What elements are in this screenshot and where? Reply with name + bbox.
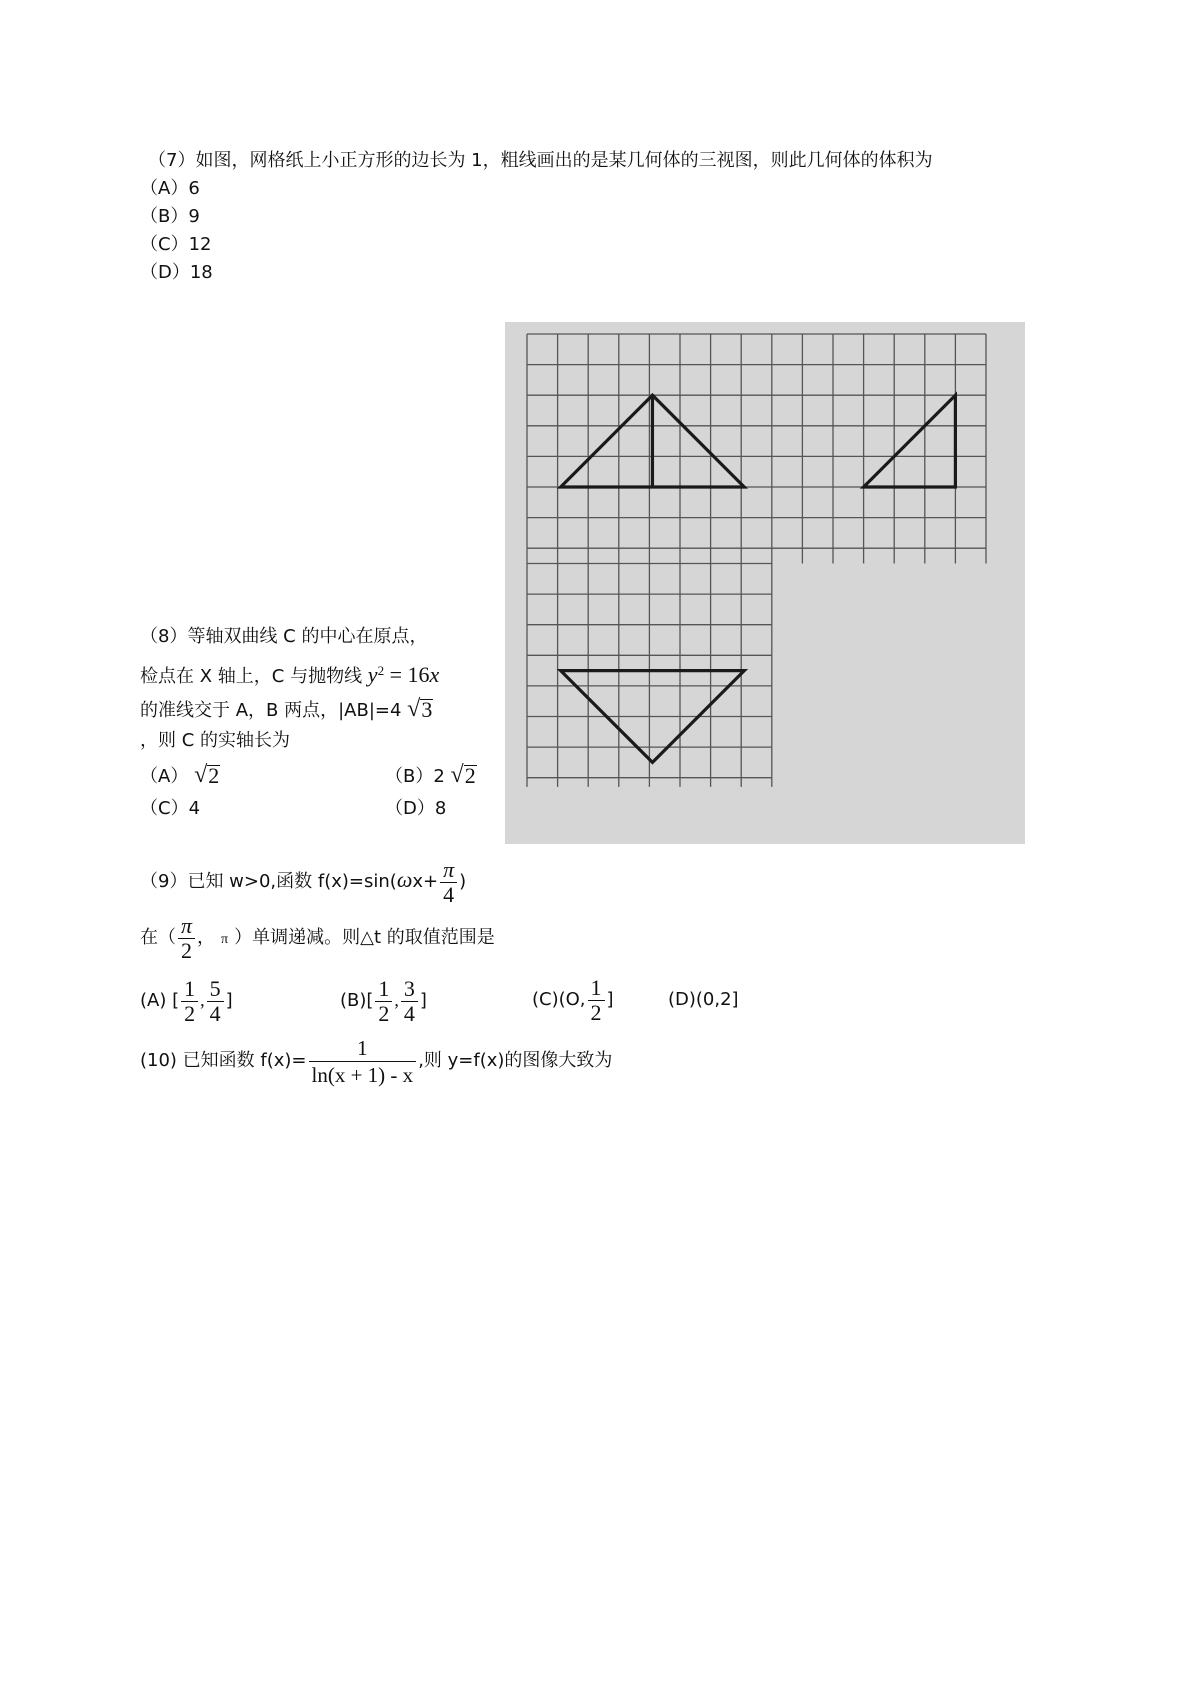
q9-frac-num: π xyxy=(443,856,455,882)
q9-option-c-d: 2 xyxy=(588,1000,605,1025)
q8-line3 xyxy=(140,698,433,722)
q8-option-a-label: （A） xyxy=(140,766,189,787)
q8-option-b-label: （B）2 xyxy=(385,766,445,787)
q9-stem-mid: x+ xyxy=(412,871,439,892)
q9-option-b-n2: 3 xyxy=(403,975,415,1001)
q9-option-c-frac xyxy=(588,976,605,1025)
q8-math-x: x xyxy=(429,662,440,687)
three-view-figure xyxy=(505,322,1025,844)
q9-option-b-frac2 xyxy=(401,977,418,1026)
q9-line2-pre: 在（ xyxy=(140,927,176,948)
q9-option-c-n: 1 xyxy=(590,974,602,1000)
q9-option-b-post: ] xyxy=(419,990,427,1011)
q10-stem xyxy=(140,1030,612,1092)
q10-frac-num: 1 xyxy=(357,1035,368,1060)
q7-option-c: （C）12 xyxy=(140,234,212,255)
q9-frac2-num: π xyxy=(181,912,193,938)
q9-line2 xyxy=(140,910,495,968)
q8-math-exp: 2 xyxy=(377,663,385,678)
q9-option-a-n1: 1 xyxy=(184,975,196,1001)
q8-option-a-sqrt: √ 2 xyxy=(194,762,220,788)
q9-option-b-pre: (B)[ xyxy=(340,990,374,1011)
q8-option-b-sqrt-value: 2 xyxy=(464,763,476,788)
q9-line2-pi: π xyxy=(221,932,229,947)
q9-option-b-d1: 2 xyxy=(375,1001,392,1026)
q8-math-16: = 16 xyxy=(384,662,430,687)
q9-option-a-comma: , xyxy=(200,990,205,1010)
q8-option-b xyxy=(385,764,477,788)
q7-option-d: （D）18 xyxy=(140,262,213,283)
q10-stem-pre: (10) 已知函数 f(x)= xyxy=(140,1050,307,1071)
q9-stem-close: ) xyxy=(459,871,467,892)
q9-option-b-d2: 4 xyxy=(401,1001,418,1026)
q8-option-a-sqrt-value: 2 xyxy=(208,763,220,788)
q9-option-c xyxy=(532,970,614,1030)
q9-option-d: (D)(0,2] xyxy=(668,989,739,1010)
q8-math-y: y xyxy=(367,662,378,687)
q7-stem: （7）如图，网格纸上小正方形的边长为 1，粗线画出的是某几何体的三视图，则此几何体的体积为 xyxy=(148,150,933,171)
q7-option-a: （A）6 xyxy=(140,178,200,199)
q8-option-c: （C）4 xyxy=(140,798,201,819)
q9-line2-mid: ， xyxy=(197,927,216,948)
q9-frac2-den: 2 xyxy=(178,938,195,963)
q9-option-b-n1: 1 xyxy=(378,975,390,1001)
q9-option-a-pre: (A) [ xyxy=(140,990,180,1011)
q9-stem xyxy=(140,852,466,910)
q8-line2 xyxy=(140,660,439,688)
q9-fraction-pi-2 xyxy=(178,914,195,963)
q8-line4: ，则 C 的实轴长为 xyxy=(140,730,291,751)
q9-option-a-n2: 5 xyxy=(209,975,221,1001)
figure-background xyxy=(505,322,1025,844)
q8-option-b-sqrt: √ 2 xyxy=(450,762,476,788)
q9-line2-post: ）单调递减。则△t 的取值范围是 xyxy=(234,927,495,948)
q9-frac-den: 4 xyxy=(440,882,457,907)
q10-frac-den: ln(x + 1) - x xyxy=(309,1061,417,1088)
q9-option-a-post: ] xyxy=(225,990,233,1011)
q8-option-a xyxy=(140,764,220,788)
q8-line2-text: 检点在 X 轴上，C 与抛物线 xyxy=(140,666,368,687)
q9-option-a xyxy=(140,970,233,1031)
q9-stem-text: （9）已知 w>0,函数 f(x)=sin( xyxy=(140,871,397,892)
q8-sqrt3-value: 3 xyxy=(421,697,433,722)
q9-option-b-comma: , xyxy=(394,990,399,1010)
q9-option-a-frac2 xyxy=(207,977,224,1026)
q7-option-b: （B）9 xyxy=(140,206,200,227)
q9-fraction-pi-4 xyxy=(440,858,457,907)
q9-option-c-post: ] xyxy=(606,989,614,1010)
q8-line1: （8）等轴双曲线 C 的中心在原点， xyxy=(140,626,428,647)
q8-option-d: （D）8 xyxy=(385,798,447,819)
q8-line3-text: 的准线交于 A，B 两点，|AB|=4 xyxy=(140,700,402,721)
q9-option-a-frac1 xyxy=(181,977,198,1026)
q9-option-b-frac1 xyxy=(375,977,392,1026)
q8-sqrt3: √ 3 xyxy=(407,696,433,722)
q9-option-a-d2: 4 xyxy=(207,1001,224,1026)
q9-option-a-d1: 2 xyxy=(181,1001,198,1026)
q9-omega: ω xyxy=(396,867,413,892)
q10-stem-post: ,则 y=f(x)的图像大致为 xyxy=(418,1050,613,1071)
q9-option-c-pre: (C)(O, xyxy=(532,989,586,1010)
q9-option-b xyxy=(340,970,427,1031)
q10-fraction xyxy=(309,1035,417,1088)
